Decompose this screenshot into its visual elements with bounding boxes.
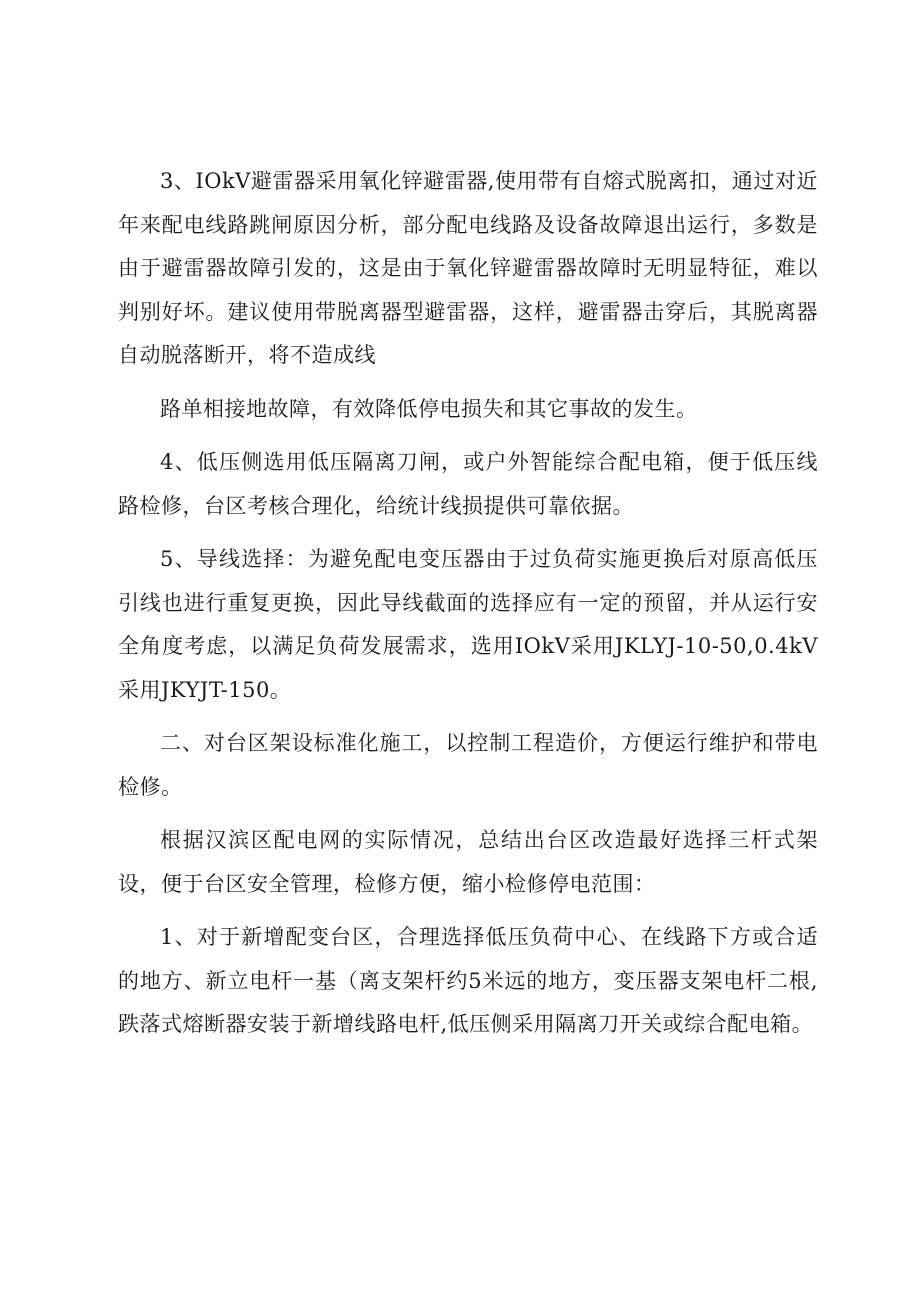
- paragraph-standard-construction: 二、对台区架设标准化施工，以控制工程造价，方便运行维护和带电检修。: [118, 731, 818, 799]
- paragraph-wire-selection: 5、导线选择：为避免配电变压器由于过负荷实施更换后对原高低压引线也进行重复更换，因此导线截面的选择应有一定的预留，并从运行安全角度考虑，以满足负荷发展需求，选用IOkV采用JKLYJ-10-50,0.4kV采用JKYJT-150。: [118, 547, 818, 702]
- paragraph-lightning-arrester: 3、IOkV避雷器采用氧化锌避雷器,使用带有自熔式脱离扣，通过对近年来配电线路跳闸原因分析，部分配电线路及设备故障退出运行，多数是由于避雷器故障引发的，这是由于氧化锌避雷器故障时无明显特征，难以判别好坏。建议使用带脱离器型避雷器，这样，避雷器击穿后，其脱离器自动脱落断开，将不造成线: [118, 169, 818, 367]
- paragraph-new-transformer-area: 1、对于新增配变台区，合理选择低压负荷中心、在线路下方或合适的地方、新立电杆一基（离支架杆约5米远的地方，变压器支架电杆二根,跌落式熔断器安装于新增线路电杆,低压侧采用隔离刀开关或综合配电箱。: [118, 925, 818, 1036]
- paragraph-low-voltage-switch: 4、低压侧选用低压隔离刀闸，或户外智能综合配电箱，便于低压线路检修，台区考核合理化，给统计线损提供可靠依据。: [118, 450, 818, 518]
- paragraph-three-pole-installation: 根据汉滨区配电网的实际情况，总结出台区改造最好选择三杆式架设，便于台区安全管理，检修方便，缩小检修停电范围：: [118, 828, 818, 896]
- document-body: [118, 160, 818, 1057]
- paragraph-grounding-fault: 路单相接地故障，有效降低停电损失和其它事故的发生。: [160, 396, 698, 421]
